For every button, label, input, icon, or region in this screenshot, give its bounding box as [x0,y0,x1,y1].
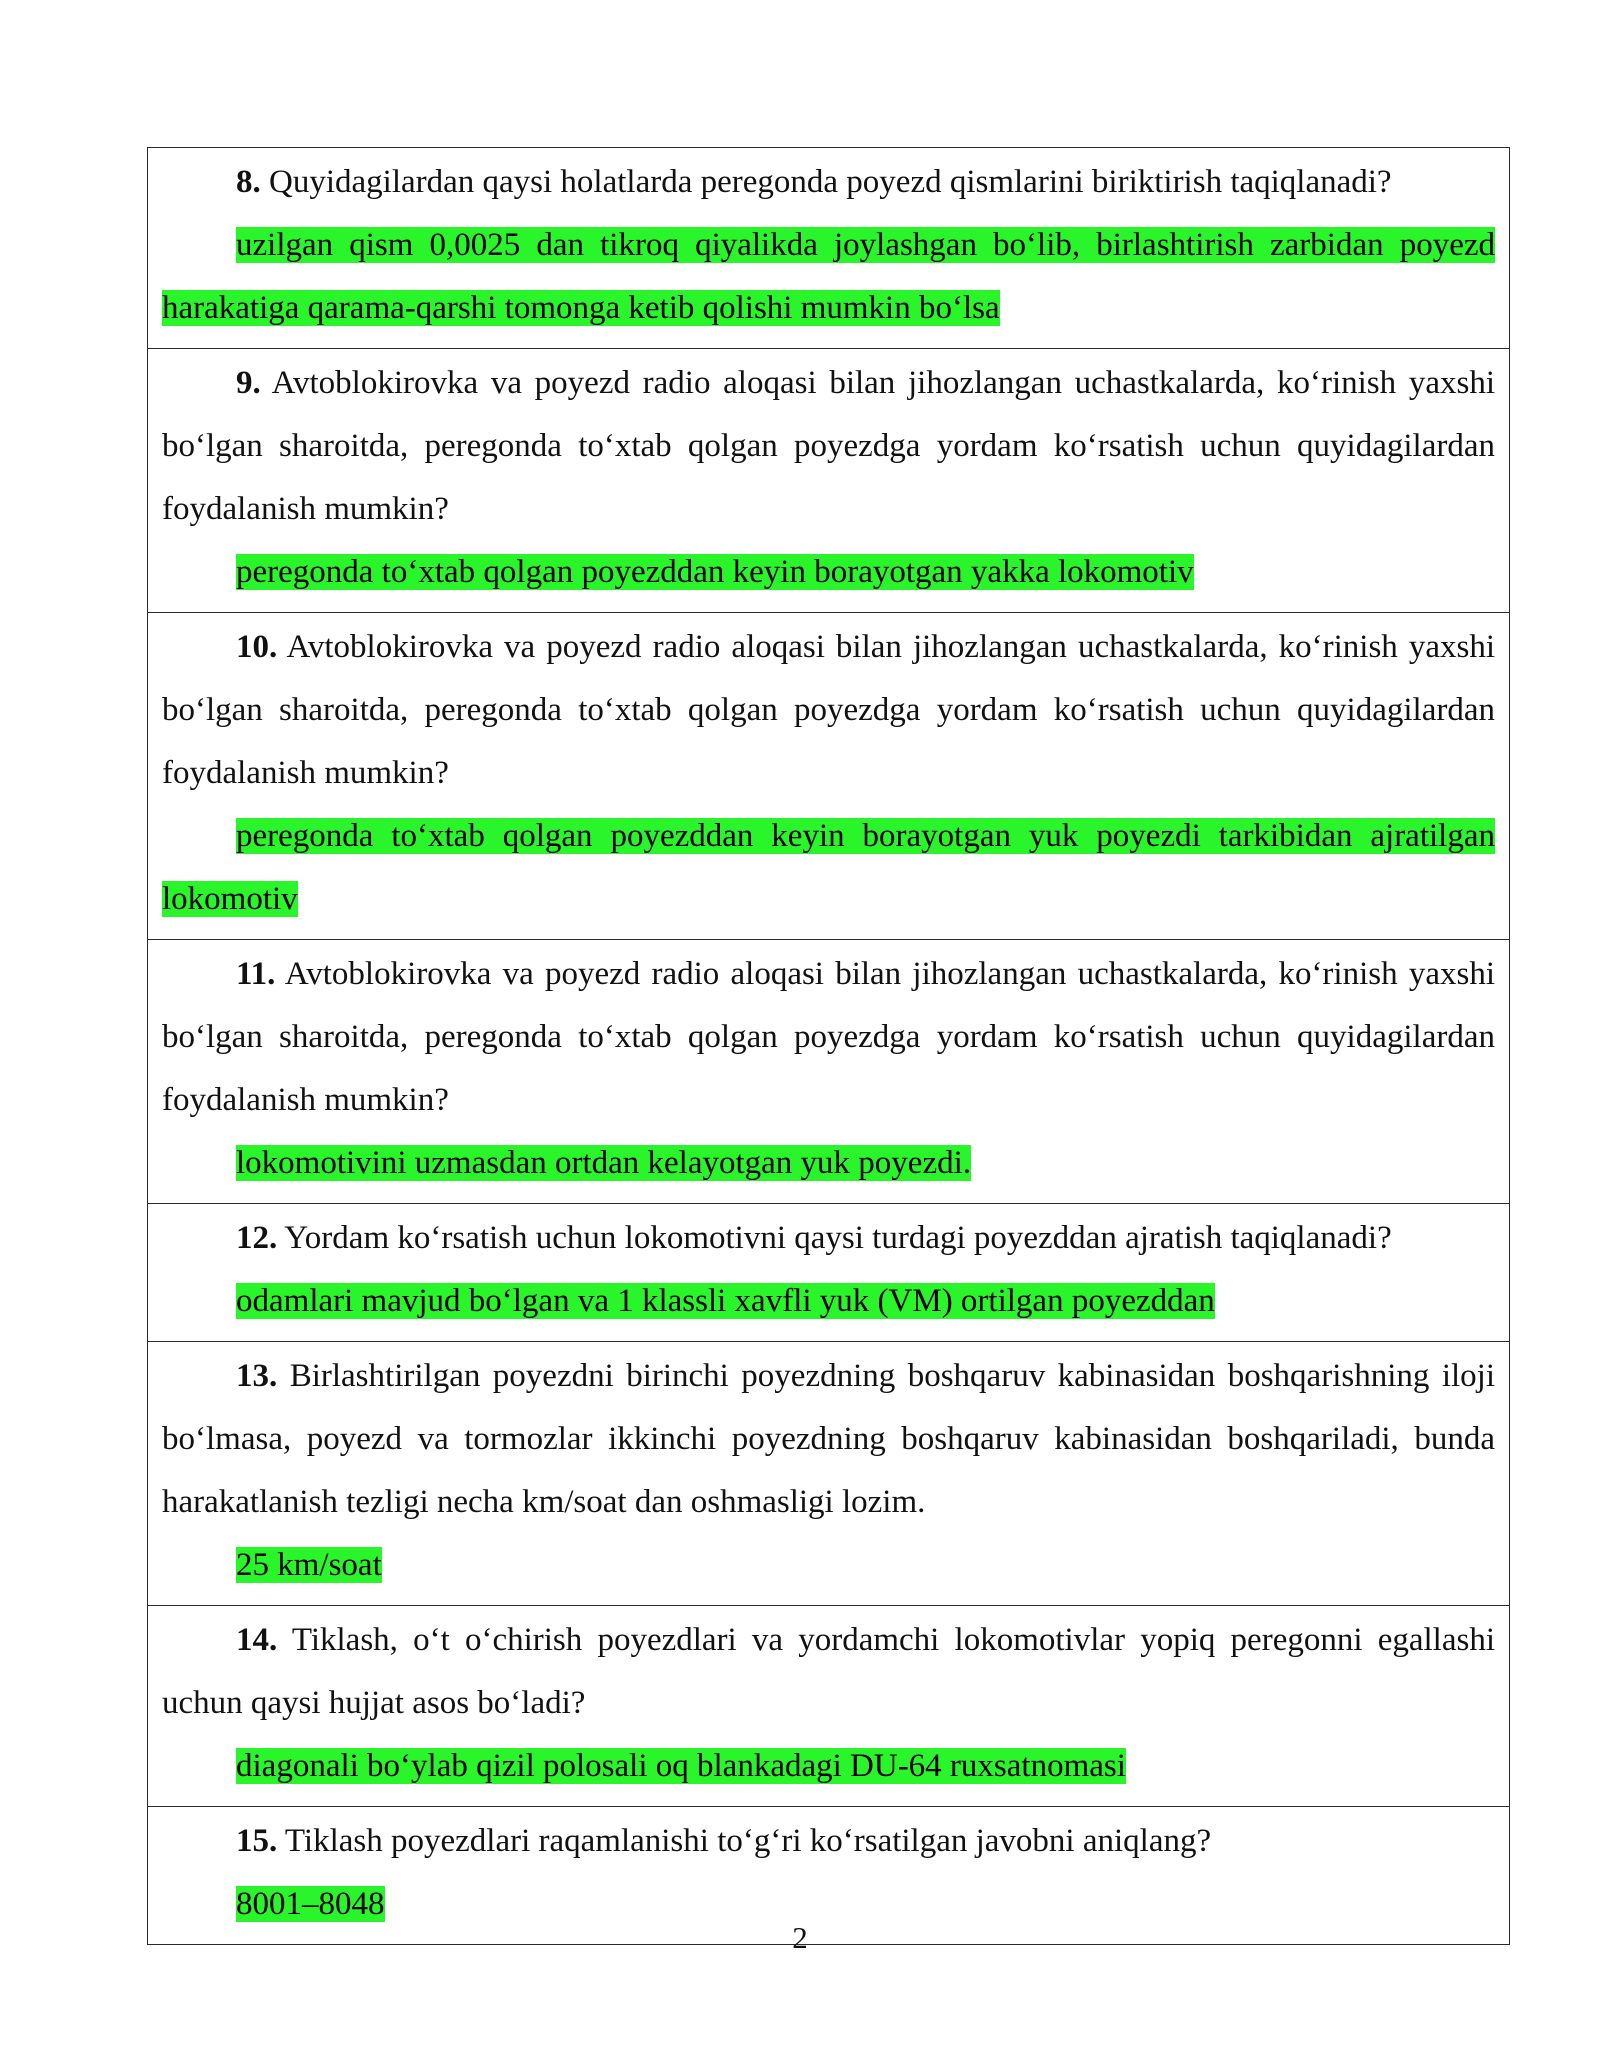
question-number: 9. [236,365,261,401]
qa-row-14 [148,1605,1509,1806]
question [162,943,1495,1132]
question [162,1345,1495,1534]
answer-highlight: lokomotivini uzmasdan ortdan kelayotgan yuk poyezdi. [236,1145,972,1181]
qa-row-8 [148,148,1509,348]
qa-row-9 [148,348,1509,612]
question [162,151,1495,214]
question-number: 14. [236,1622,278,1658]
question-number: 15. [236,1823,278,1859]
question [162,1609,1495,1735]
answer [162,1534,1495,1597]
answer-highlight: odamlari mavjud bo‘lgan va 1 klassli xavfli yuk (VM) ortilgan poyezddan [236,1283,1215,1319]
answer-highlight: uzilgan qism 0,0025 dan tikroq qiyalikda joylashgan bo‘lib, birlashtirish zarbidan poyezd harakatiga qarama-qarshi tomonga ketib qolishi mumkin bo‘lsa [162,227,1495,326]
question-number: 10. [236,629,278,665]
question [162,616,1495,805]
qa-row-13 [148,1341,1509,1605]
question-number: 11. [236,956,276,992]
question-text: Avtoblokirovka va poyezd radio aloqasi bilan jihozlangan uchastkalarda, ko‘rinish yaxshi bo‘lgan sharoitda, peregonda to‘xtab qolgan poyezdga yordam ko‘rsatish uchun quyidagilardan foydalanish mumkin? [162,629,1495,791]
question-text: Tiklash, o‘t o‘chirish poyezdlari va yordamchi lokomotivlar yopiq peregonni egallashi uchun qaysi hujjat asos bo‘ladi? [162,1622,1495,1721]
answer [162,1270,1495,1333]
question-text: Birlashtirilgan poyezdni birinchi poyezdning boshqaruv kabinasidan boshqarishning iloji bo‘lmasa, poyezd va tormozlar ikkinchi poyezdning boshqaruv kabinasidan boshqariladi, bunda harakatlanish tezligi necha km/soat dan oshmasligi lozim. [162,1358,1495,1520]
answer-highlight: peregonda to‘xtab qolgan poyezddan keyin borayotgan yuk poyezdi tarkibidan ajratilgan lokomotiv [162,818,1495,917]
answer-highlight: 25 km/soat [236,1547,382,1583]
question-text: Tiklash poyezdlari raqamlanishi to‘g‘ri ko‘rsatilgan javobni aniqlang? [284,1823,1212,1859]
answer [162,805,1495,931]
question-text: Quyidagilardan qaysi holatlarda peregonda poyezd qismlarini biriktirish taqiqlanadi? [269,164,1392,200]
answer [162,214,1495,340]
question-number: 13. [236,1358,278,1394]
page-number: 2 [792,1920,808,1955]
question-number: 12. [236,1220,278,1256]
qa-row-12 [148,1203,1509,1341]
question [162,1810,1495,1873]
question-text: Avtoblokirovka va poyezd radio aloqasi bilan jihozlangan uchastkalarda, ko‘rinish yaxshi bo‘lgan sharoitda, peregonda to‘xtab qolgan poyezdga yordam ko‘rsatish uchun quyidagilardan foydalanish mumkin? [162,365,1495,527]
qa-table [147,147,1510,1945]
answer [162,1132,1495,1195]
qa-row-10 [148,612,1509,939]
answer-highlight: peregonda to‘xtab qolgan poyezddan keyin borayotgan yakka lokomotiv [236,554,1194,590]
question [162,352,1495,541]
answer-highlight: diagonali bo‘ylab qizil polosali oq blankadagi DU-64 ruxsatnomasi [236,1748,1126,1784]
answer [162,1735,1495,1798]
question-text: Yordam ko‘rsatish uchun lokomotivni qaysi turdagi poyezddan ajratish taqiqlanadi? [284,1220,1392,1256]
answer-highlight: 8001–8048 [236,1886,385,1922]
qa-row-11 [148,939,1509,1203]
question-text: Avtoblokirovka va poyezd radio aloqasi bilan jihozlangan uchastkalarda, ko‘rinish yaxshi bo‘lgan sharoitda, peregonda to‘xtab qolgan poyezdga yordam ko‘rsatish uchun quyidagilardan foydalanish mumkin? [162,956,1495,1118]
question [162,1207,1495,1270]
answer [162,541,1495,604]
question-number: 8. [236,164,261,200]
